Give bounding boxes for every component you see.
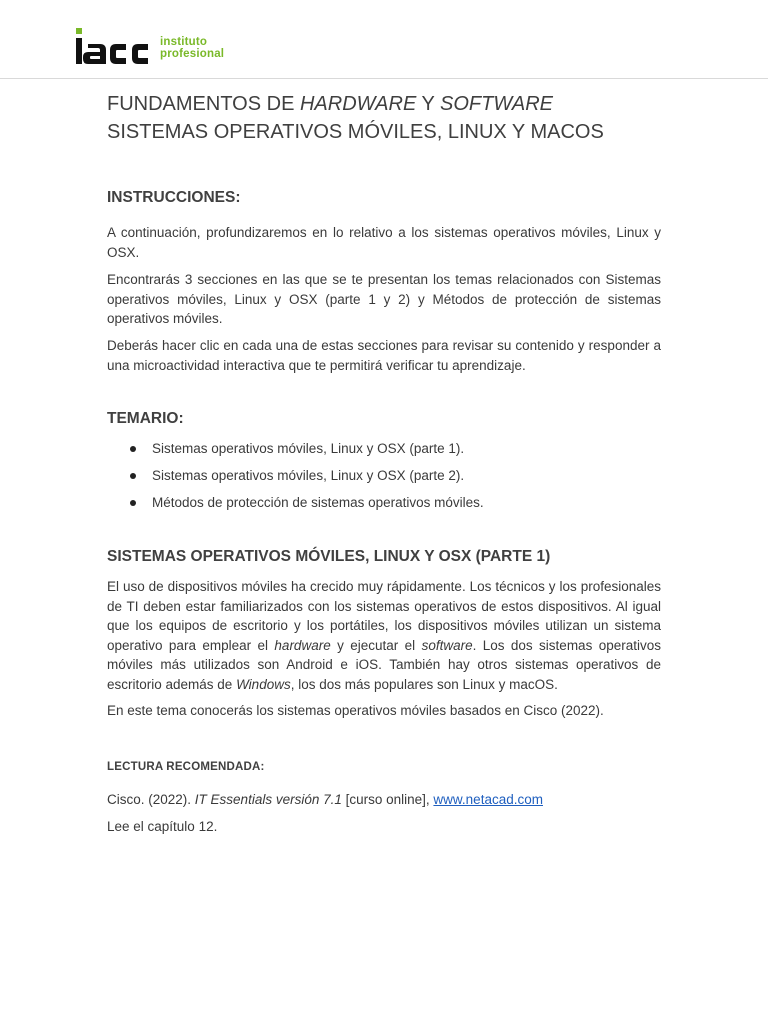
bullet-icon <box>130 500 136 506</box>
temario-item <box>107 493 661 520</box>
temario-item-label: Métodos de protección de sistemas operativos móviles. <box>152 495 484 510</box>
seccion1-heading: SISTEMAS OPERATIVOS MÓVILES, LINUX Y OSX (PARTE 1) <box>107 548 551 565</box>
title-line2: SISTEMAS OPERATIVOS MÓVILES, LINUX Y MACOS <box>107 121 604 143</box>
seccion1-paragraph-2: En este tema conocerás los sistemas operativos móviles basados en Cisco (2022). <box>107 703 604 718</box>
instrucciones-heading: INSTRUCCIONES: <box>107 189 241 206</box>
reference-author: Cisco. (2022). <box>107 792 195 807</box>
logo-line1: instituto <box>160 36 208 48</box>
title-prefix: FUNDAMENTOS DE <box>107 93 300 115</box>
netacad-link[interactable]: www.netacad.com <box>433 792 543 807</box>
logo-tagline <box>160 37 224 60</box>
title-software: SOFTWARE <box>440 93 553 115</box>
title-line1 <box>107 93 553 115</box>
instrucciones-paragraph-1: A continuación, profundizaremos en lo relativo a los sistemas operativos móviles, Linux y OSX. <box>107 225 661 260</box>
title-and: Y <box>416 93 441 115</box>
iacc-logo <box>76 28 224 66</box>
seccion1-paragraph-1: El uso de dispositivos móviles ha crecido muy rápidamente. Los técnicos y los profesionales de TI deben estar familiarizados con los sistemas operativos de estos dispositivos. Al igual que los equipos de escritorio y los portátiles, los dispositivos móviles utilizan un sistema operativo para emplear el hardware y ejecutar el software. Los dos sistemas operativos móviles más utilizados son Android e iOS. También hay otros sistemas operativos de escritorio además de Windows, los dos más populares son Linux y macOS. <box>107 579 661 692</box>
instrucciones-paragraph-3: Deberás hacer clic en cada una de estas secciones para revisar su contenido y responder a una microactividad interactiva que te permitirá verificar tu aprendizaje. <box>107 338 661 373</box>
reference-title: IT Essentials versión 7.1 <box>194 792 342 807</box>
bullet-icon <box>130 446 136 452</box>
document-title <box>107 90 661 146</box>
iacc-logo-mark <box>76 28 156 66</box>
lectura-chapter: Lee el capítulo 12. <box>107 819 218 834</box>
temario-item <box>107 466 661 493</box>
page-header <box>0 0 768 79</box>
temario-heading: TEMARIO: <box>107 410 184 427</box>
document-body <box>107 90 661 834</box>
instrucciones-paragraph-2: Encontrarás 3 secciones en las que se te presentan los temas relacionados con Sistemas operativos móviles, Linux y OSX (parte 1 y 2) y Métodos de protección de sistemas operativos móviles. <box>107 272 661 327</box>
logo-line2: profesional <box>160 47 225 60</box>
bullet-icon <box>130 473 136 479</box>
lectura-heading: LECTURA RECOMENDADA: <box>107 761 265 773</box>
temario-item-label: Sistemas operativos móviles, Linux y OSX (parte 2). <box>152 468 465 483</box>
lectura-reference <box>107 790 661 810</box>
temario-list <box>107 439 661 520</box>
title-hardware: HARDWARE <box>299 93 417 115</box>
temario-item <box>107 439 661 466</box>
reference-format: [curso online], <box>341 792 434 807</box>
temario-item-label: Sistemas operativos móviles, Linux y OSX (parte 1). <box>152 441 465 456</box>
